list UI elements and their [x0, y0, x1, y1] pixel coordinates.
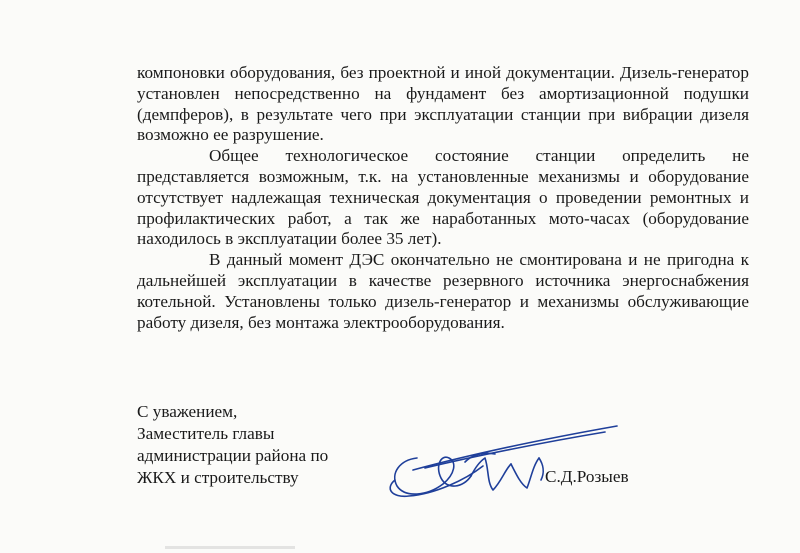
letter-body: [137, 63, 749, 333]
signer-name: С.Д.Розыев: [545, 467, 629, 486]
paragraph-equipment-layout: компоновки оборудования, без проектной и иной документации. Дизель-генератор установлен непосредственно на фундамент без амортизационной подушки (демпферов), в результате чего при эксплуатации станции при вибрации дизеля возможно ее разрушение.: [137, 63, 749, 145]
scan-artifact: [165, 546, 295, 549]
signer-title-line-3: ЖКХ и строительству: [137, 468, 299, 487]
signer-title-line-1: Заместитель главы: [137, 424, 275, 443]
closing-greeting: С уважением,: [137, 402, 238, 421]
signer-title-line-2: администрации района по: [137, 446, 329, 465]
paragraph-technical-condition: Общее технологическое состояние станции определить не представляется возможным, т.к. на установленные механизмы и оборудование отсутствует надлежащая техническая документация о проведении ремонтных и профилактических работ, а так же наработанных мото-часах (оборудование находилось в эксплуатации более 35 лет).: [137, 146, 749, 249]
paragraph-current-state: В данный момент ДЭС окончательно не смонтирована и не пригодна к дальнейшей эксплуатации в качестве резервного источника энергоснабжения котельной. Установлены только дизель-генератор и механизмы обслуживающие работу дизеля, без монтажа электрооборудования.: [137, 250, 749, 332]
closing-block: [137, 401, 328, 489]
